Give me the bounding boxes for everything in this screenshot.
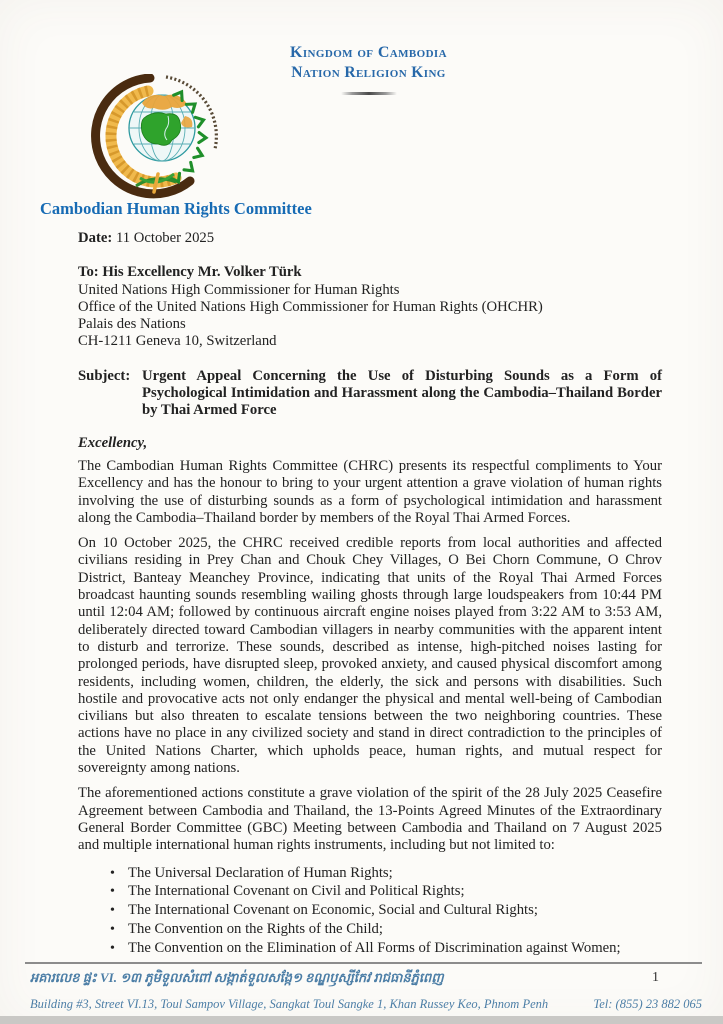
bullet-item: • The Convention on the Elimination of All Forms of Discrimination against Women; [110,940,662,957]
bullet-item: • The International Covenant on Civil and Political Rights; [110,883,662,900]
bullet-item: • The International Covenant on Economic, Social and Cultural Rights; [110,902,662,919]
paragraph-3: The aforementioned actions constitute a grave violation of the spirit of the 28 July 2025 Ceasefire Agreement between Cambodia and Thailand, the 13-Points Agreed Minutes of the Extraordinary General Border Committee (GBC) Meeting between Cambodia and Thailand on 7 August 2025 and multiple international human rights instruments, including but not limited to: [78,785,662,854]
recipient-line: Office of the United Nations High Commissioner for Human Rights (OHCHR) [78,298,543,315]
bullet-item: • The Universal Declaration of Human Rights; [110,865,662,882]
paragraph-1: The Cambodian Human Rights Committee (CHRC) presents its respectful compliments to Your Excellency and has the honour to bring to your urgent attention a grave violation of human rights involving the use of disturbing sounds as a form of psychological intimidation and harassment along the Cambodia–Thailand border by members of the Royal Thai Armed Forces. [78,457,662,526]
footer-khmer-address: អគារលេខ ផ្ទះ VI. ១៣ ភូមិទួលសំពៅ សង្កាត់ទួលសង្កែ១ ខណ្ឌឫស្សីកែវ រាជធានីភ្នំពេញ [30,970,444,985]
paragraph-2: On 10 October 2025, the CHRC received credible reports from local authorities and affected civilians residing in Prey Chan and Chouk Chey Villages, O Bei Chorn Commune, O Chrov District, Banteay Meanchey Province, indicating that units of the Royal Thai Armed Forces broadcast haunting sounds resembling wailing ghosts through large loudspeakers from 10:44 PM until 12:04 AM; followed by continuous aircraft engine noises played from 3:22 AM to 3:53 AM, deliberately directed toward Cambodian villagers in nearby communities with the apparent intent to disturb and terrorize. These sounds, described as intense, high-pitched noises lasting for prolonged periods, have disrupted sleep, provoked anxiety, and caused physical discomfort among residents, including women, children, the elderly, the sick and persons with disabilities. Such hostile and provocative acts not only endanger the physical and mental well-being of Cambodian civilians but also threaten to escalate tensions between the two neighboring countries. These actions have no place in any civilized society and stand in direct contradiction to the principles of the United Nations Charter, which upholds peace, human rights, and mutual respect for sovereignty among nations. [78,535,662,777]
org-name: Cambodian Human Rights Committee [40,199,312,218]
subject-text: Urgent Appeal Concerning the Use of Disturbing Sounds as a Form of Psychological Intimidation and Harassment along the Cambodia–Thailand Border by Thai Armed Force [142,367,662,419]
motto-title: Nation Religion King [291,64,446,81]
subject-label: Subject: [78,367,131,384]
bullet-list [110,865,662,957]
footer-line-2 [30,997,702,1012]
subject-row [78,368,662,420]
header-divider-ornament [341,92,397,95]
scan-edge-strip [0,1016,723,1024]
footer-rule [25,962,702,964]
footer-tel: Tel: (855) 23 882 065 [593,997,702,1011]
footer-line-1 [30,970,665,989]
date-line [78,230,662,247]
date-label: Date: [78,230,113,246]
recipient-line: United Nations High Commissioner for Human Rights [78,281,400,298]
chrc-emblem-icon [84,74,234,208]
to-line: To: His Excellency Mr. Volker Türk [78,264,302,281]
page-number: 1 [652,970,659,985]
footer-address: Building #3, Street VI.13, Toul Sampov Village, Sangkat Toul Sangke 1, Khan Russey Keo, Phnom Penh [30,997,549,1011]
date-value: 11 October 2025 [115,230,215,246]
letter-body [78,230,662,958]
recipient-block [78,264,662,350]
recipient-line: CH-1211 Geneva 10, Switzerland [78,333,277,350]
salutation: Excellency, [78,434,148,451]
recipient-line: Palais des Nations [78,316,186,333]
bullet-item: • The Convention on the Rights of the Child; [110,921,662,938]
kingdom-title: Kingdom of Cambodia [290,44,447,61]
